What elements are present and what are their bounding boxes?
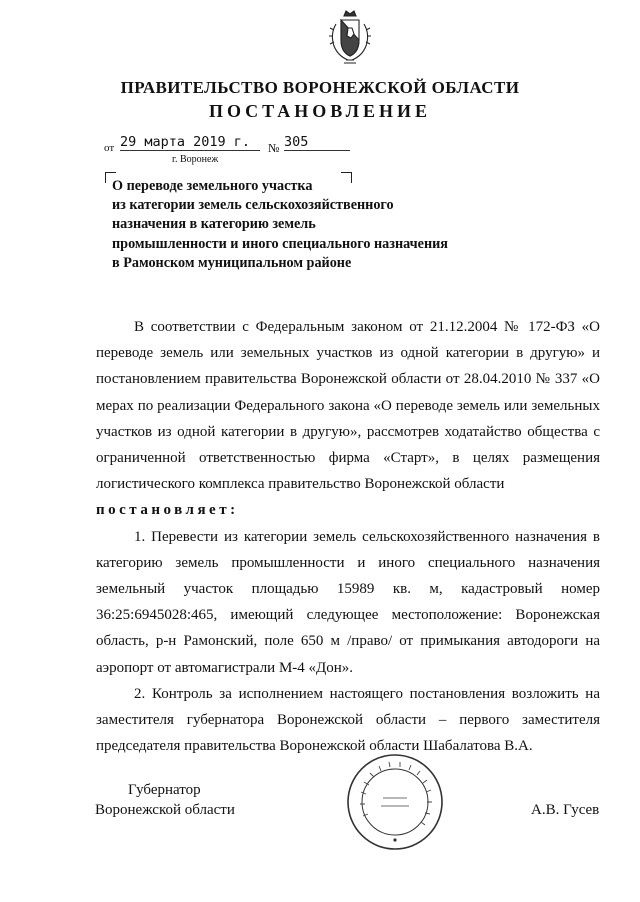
item-2-paragraph: 2. Контроль за исполнением настоящего постановления возложить на заместителя губернатора Воронежской области – первого заместителя председателя правительства Воронежской области Шабалатова В.А.	[96, 685, 600, 755]
organization-name: ПРАВИТЕЛЬСТВО ВОРОНЕЖСКОЙ ОБЛАСТИ	[120, 78, 520, 97]
item-1-paragraph: 1. Перевести из категории земель сельскохозяйственного назначения в категорию земель промышленности и иного специального назначения земельный участок площадью 15989 кв. м, кадастровый номер 36:25:6945028:465, имеющий следующее местоположение: Воронежская область, р-н Рамонский, поле 650 м /право/ от примыкания автодороги на аэропорт от автомагистрали М-4 «Дон».	[96, 528, 600, 676]
title-line: О переводе земельного участка	[112, 178, 313, 194]
signatory-name: А.В. Гусев	[531, 802, 600, 818]
title-line: из категории земель сельскохозяйственного	[112, 197, 394, 214]
document-type: ПОСТАНОВЛЕНИЕ	[208, 101, 432, 121]
title-line: в Рамонском муниципальном районе	[112, 254, 352, 271]
date-prefix: от	[104, 142, 115, 154]
title-line: назначения в категорию земель	[112, 216, 316, 233]
document-body	[96, 314, 600, 759]
official-stamp	[345, 752, 445, 852]
document-city: г. Воронеж	[172, 154, 219, 165]
document-title	[112, 177, 448, 273]
coat-of-arms-icon	[326, 8, 374, 66]
preamble-paragraph: В соответствии с Федеральным законом от 21.12.2004 № 172-ФЗ «О переводе земель или земельных участков из одной категории в другую» и постановлением правительства Воронежской области от 28.04.2010 № 337 «О мерах по реализации Федерального закона «О переводе земель или земельных участков из одной категории в другую», рассмотрев ходатайство общества с ограниченной ответственностью фирма «Старт», в целях размещения логистического комплекса правительство Воронежской области	[96, 319, 600, 493]
number-prefix: №	[268, 141, 280, 155]
document-number: 305	[284, 134, 350, 151]
signatory-position-line1: Губернатор	[128, 782, 201, 798]
title-line: промышленности и иного специального назначения	[112, 235, 448, 252]
decree-word: постановляет:	[96, 502, 239, 519]
signatory-position-line2: Воронежской области	[95, 802, 235, 818]
document-date: 29 марта 2019 г.	[120, 134, 260, 151]
